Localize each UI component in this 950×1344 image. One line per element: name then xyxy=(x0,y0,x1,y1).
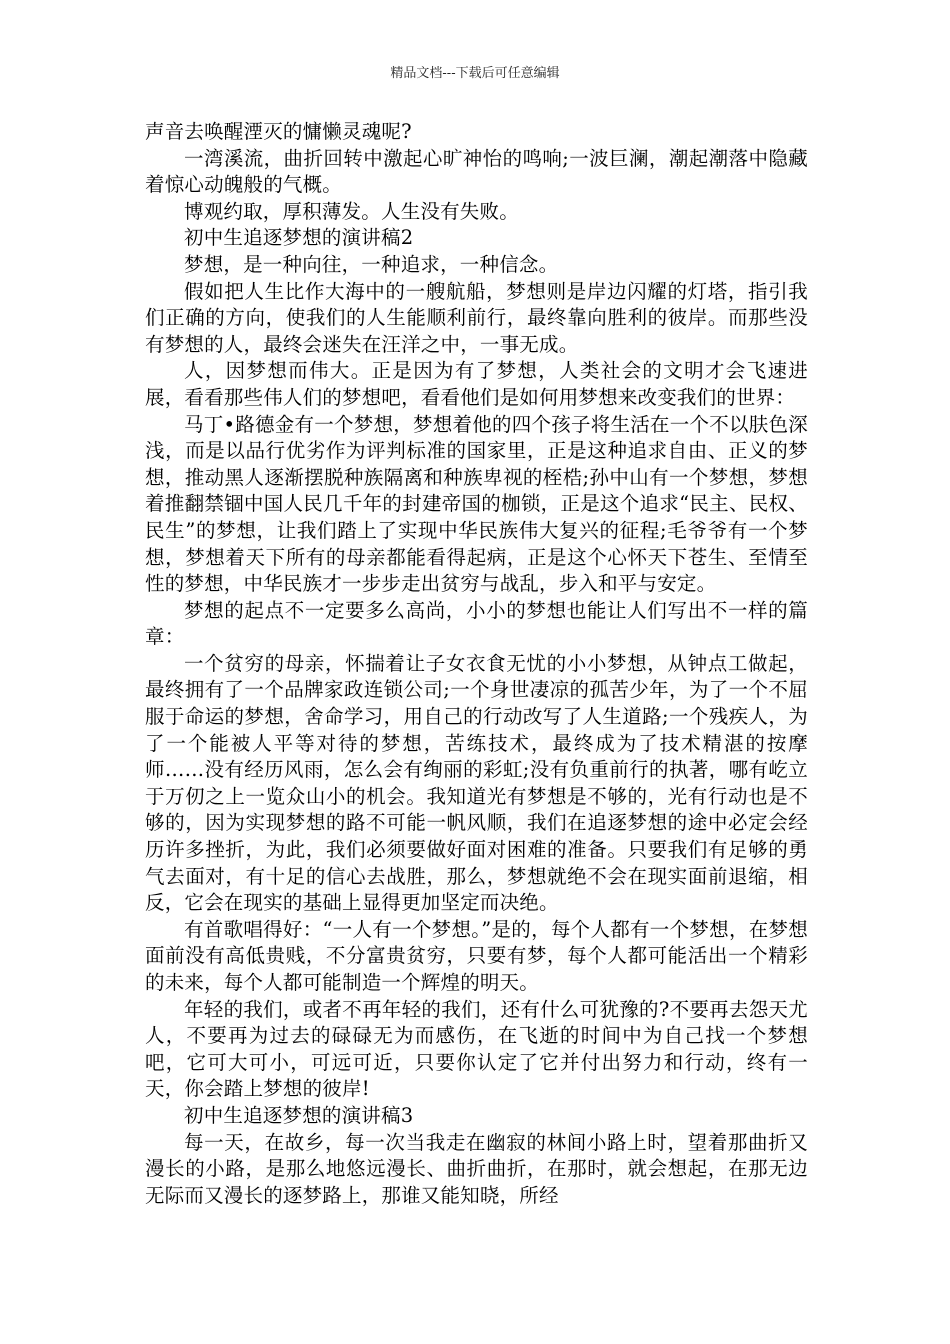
paragraph: 假如把人生比作大海中的一艘航船，梦想则是岸边闪耀的灯塔，指引我们正确的方向，使我们的人生能顺利前行，最终靠向胜利的彼岸。而那些没有梦想的人，最终会迷失在汪洋之中，一事无成。 xyxy=(145,279,808,356)
paragraph: 一湾溪流，曲折回转中激起心旷神怡的鸣响;一波巨澜，潮起潮落中隐藏着惊心动魄般的气概。 xyxy=(145,146,808,197)
section-title: 初中生追逐梦想的演讲稿3 xyxy=(184,1103,414,1127)
paragraph: 声音去唤醒湮灭的慵懒灵魂呢? xyxy=(145,120,412,143)
paragraph: 人，因梦想而伟大。正是因为有了梦想，人类社会的文明才会飞速进展，看看那些伟人们的梦想吧，看看他们是如何用梦想来改变我们的世界： xyxy=(145,359,808,409)
section-title: 初中生追逐梦想的演讲稿2 xyxy=(184,226,414,250)
paragraph: 一个贫穷的母亲，怀揣着让子女衣食无忧的小小梦想，从钟点工做起，最终拥有了一个品牌家政连锁公司;一个身世凄凉的孤苦少年，为了一个不屈服于命运的梦想，舍命学习，用自己的行动改写了人生道路;一个残疾人，为了一个能被人平等对待的梦想，苦练技术，最终成为了技术精湛的按摩师……没有经历风雨，怎么会有绚丽的彩虹;没有负重前行的执著，哪有屹立于万仞之上一览众山小的机会。我知道光有梦想是不够的，光有行动也是不够的，因为实现梦想的路不可能一帆风顺，我们在追逐梦想的途中必定会经历许多挫折，为此，我们必须要做好面对困难的准备。只要我们有足够的勇气去面对，有十足的信心去战胜，那么，梦想就绝不会在现实面前退缩，相反，它会在现实的基础上显得更加坚定而决绝。 xyxy=(145,651,808,915)
paragraph: 有首歌唱得好：“一人有一个梦想。”是的，每个人都有一个梦想，在梦想面前没有高低贵贱，不分富贵贫穷，只要有梦，每个人都可能活出一个精彩的未来，每个人都可能制造一个辉煌的明天。 xyxy=(145,917,808,994)
paragraph: 梦想的起点不一定要多么高尚，小小的梦想也能让人们写出不一样的篇章： xyxy=(145,598,808,649)
document-body xyxy=(145,119,808,1209)
paragraph: 博观约取，厚积薄发。人生没有失败。 xyxy=(184,199,519,223)
paragraph: 每一天，在故乡，每一次当我走在幽寂的林间小路上时，望着那曲折又漫长的小路，是那么地悠远漫长、曲折曲折，在那时，就会想起，在那无边无际而又漫长的逐梦路上，那谁又能知晓，所经 xyxy=(145,1130,808,1207)
paragraph: 梦想，是一种向往，一种追求，一种信念。 xyxy=(184,252,559,276)
paragraph: 马丁•路德金有一个梦想，梦想着他的四个孩子将生活在一个不以肤色深浅，而是以品行优劣作为评判标准的国家里，正是这种追求自由、正义的梦想，推动黑人逐渐摆脱种族隔离和种族卑视的桎梏;孙中山有一个梦想，梦想着推翻禁锢中国人民几千年的封建帝国的枷锁，正是这个追求“民主、民权、民生”的梦想，让我们踏上了实现中华民族伟大复兴的征程;毛爷爷有一个梦想，梦想着天下所有的母亲都能看得起病，正是这个心怀天下苍生、至情至性的梦想，中华民族才一步步走出贫穷与战乱，步入和平与安定。 xyxy=(145,412,808,596)
page-header: 精品文档---下载后可任意编辑 xyxy=(390,66,560,81)
paragraph: 年轻的我们，或者不再年轻的我们，还有什么可犹豫的?不要再去怨天尤人，不要再为过去的碌碌无为而感伤，在飞逝的时间中为自己找一个梦想吧，它可大可小，可远可近，只要你认定了它并付出努力和行动，终有一天，你会踏上梦想的彼岸! xyxy=(145,997,808,1101)
